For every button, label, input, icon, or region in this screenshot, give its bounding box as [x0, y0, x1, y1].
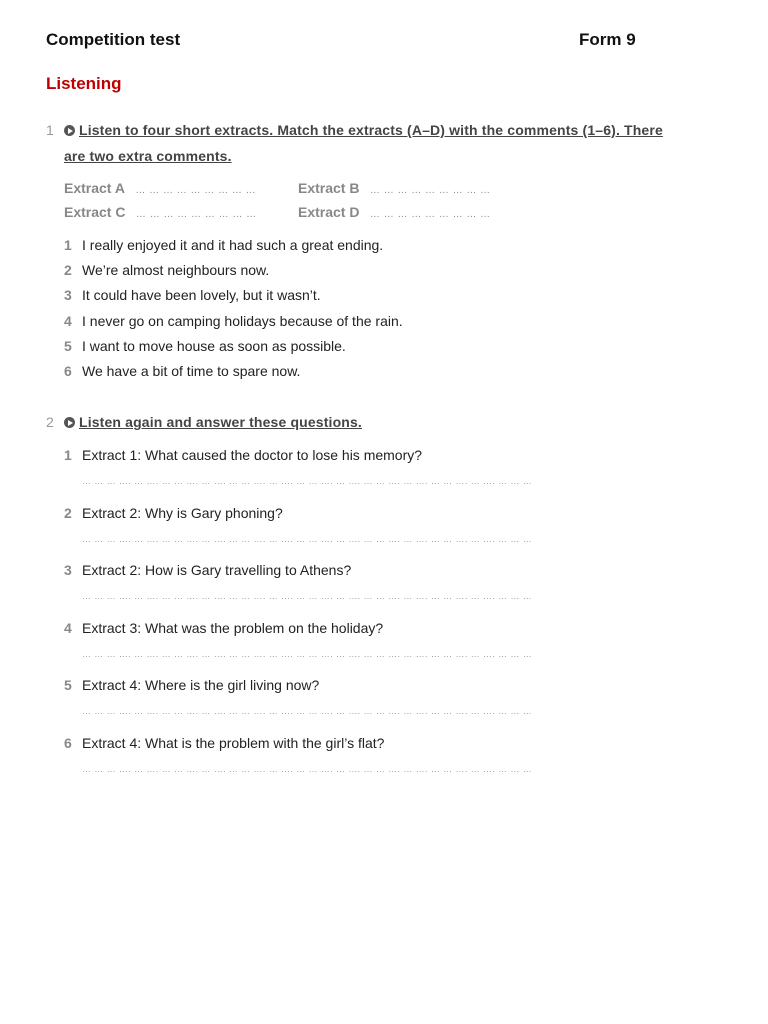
question-number: 5: [64, 677, 72, 693]
comment-number: 2: [64, 262, 72, 279]
answer-line[interactable]: … … … …. … …. … … …. … …. … … …. … …. … … …. … …. … … …. … …. … … …. … …. … … …: [82, 533, 533, 544]
comment-text: We’re almost neighbours now.: [82, 262, 270, 279]
question-number: 2: [64, 504, 72, 521]
comment-text: I really enjoyed it and it had such a great ending.: [82, 237, 384, 253]
question-text: Extract 3: What was the problem on the holiday?: [82, 619, 384, 636]
answer-line[interactable]: … … … …. … …. … … …. … …. … … …. … …. … … …. … …. … … …. … …. … … …. … …. … … …: [82, 648, 533, 659]
form-label: Form 9: [579, 30, 636, 49]
answer-blank[interactable]: … … … … … … … … …: [135, 185, 257, 196]
comment-text: I want to move house as soon as possible.: [82, 337, 346, 354]
instruction-line: are two extra comments.: [64, 148, 232, 164]
question-number: 1: [64, 447, 72, 463]
answer-blank[interactable]: … … … … … … … … …: [369, 209, 491, 220]
answer-blank[interactable]: … … … … … … … … …: [369, 185, 491, 196]
instruction-line: Listen to four short extracts. Match the extracts (A–D) with the comments (1–6). There: [79, 122, 663, 138]
extract-row: [298, 180, 491, 198]
question-text: Extract 2: Why is Gary phoning?: [82, 504, 283, 521]
question-text: Extract 1: What caused the doctor to lose his memory?: [82, 447, 423, 463]
instruction-line: Listen again and answer these questions.: [79, 414, 362, 430]
answer-line[interactable]: … … … …. … …. … … …. … …. … … …. … …. … … …. … …. … … …. … …. … … …. … …. … … …: [82, 763, 533, 774]
section-heading: Listening: [46, 74, 122, 93]
comment-text: I never go on camping holidays because of the rain.: [82, 312, 403, 329]
extract-row: [64, 180, 256, 198]
question-text: Extract 4: What is the problem with the girl’s flat?: [82, 734, 385, 751]
question-number: 4: [64, 619, 72, 636]
exercise-number: 1: [46, 122, 54, 138]
answer-line[interactable]: … … … …. … …. … … …. … …. … … …. … …. … … …. … …. … … …. … …. … … …. … …. … … …: [82, 706, 533, 716]
audio-play-icon[interactable]: [64, 125, 75, 136]
question-number: 6: [64, 734, 72, 751]
comment-number: 1: [64, 237, 72, 253]
extract-row: [298, 204, 491, 222]
extract-label: Extract A: [64, 180, 125, 196]
extract-row: [64, 204, 257, 222]
answer-line[interactable]: … … … …. … …. … … …. … …. … … …. … …. … … …. … …. … … …. … …. … … …. … …. … … …: [82, 476, 533, 486]
answer-blank[interactable]: … … … … … … … … …: [135, 209, 257, 220]
exercise-instruction: [64, 122, 663, 138]
comment-number: 3: [64, 287, 72, 304]
exercise-instruction: [64, 414, 362, 430]
extract-label: Extract C: [64, 204, 126, 220]
answer-line[interactable]: … … … …. … …. … … …. … …. … … …. … …. … … …. … …. … … …. … …. … … …. … …. … … …: [82, 591, 533, 601]
question-text: Extract 2: How is Gary travelling to Athens?: [82, 562, 352, 578]
audio-play-icon[interactable]: [64, 417, 75, 428]
comment-number: 6: [64, 363, 72, 379]
comment-number: 5: [64, 337, 72, 354]
exercise-number: 2: [46, 414, 54, 430]
comment-number: 4: [64, 312, 72, 329]
extract-label: Extract B: [298, 180, 360, 196]
page-title: Competition test: [46, 30, 181, 49]
comment-text: We have a bit of time to spare now.: [82, 363, 301, 379]
question-text: Extract 4: Where is the girl living now?: [82, 677, 320, 693]
comment-text: It could have been lovely, but it wasn’t.: [82, 287, 321, 304]
question-number: 3: [64, 562, 72, 578]
extract-label: Extract D: [298, 204, 360, 220]
